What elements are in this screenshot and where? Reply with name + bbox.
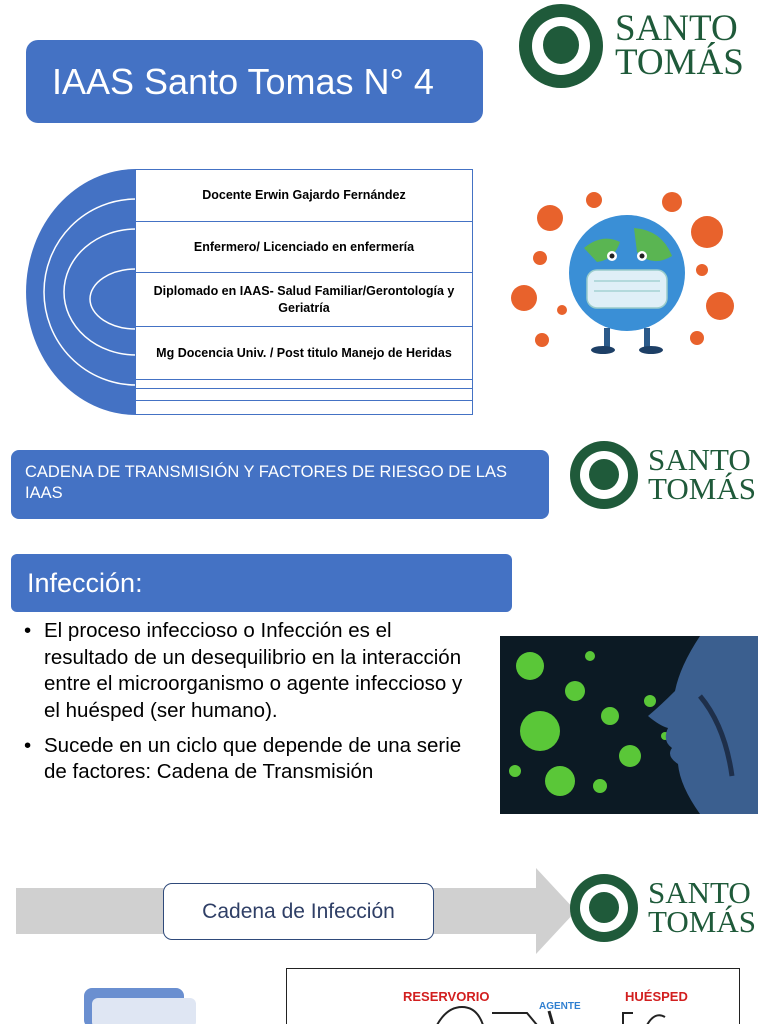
section-header: CADENA DE TRANSMISIÓN Y FACTORES DE RIESGO DE LAS IAAS <box>11 450 549 519</box>
santo-tomas-seal-icon <box>519 4 603 88</box>
agente-label: AGENTE <box>539 1001 581 1012</box>
logo-word-tomas: TOMÁS <box>615 42 744 83</box>
credentials-arc-graphic <box>26 169 136 415</box>
credential-item: Docente Erwin Gajardo Fernández <box>136 170 472 222</box>
infeccion-heading-text: Infección: <box>27 567 143 598</box>
cadena-infeccion-text: Cadena de Infección <box>202 899 395 923</box>
santo-tomas-logo <box>519 4 744 88</box>
credential-item <box>136 380 472 389</box>
credential-item: Diplomado en IAAS- Salud Familiar/Gerontología y Geriatría <box>136 273 472 327</box>
credential-item: Mg Docencia Univ. / Post titulo Manejo de Heridas <box>136 327 472 380</box>
santo-tomas-logo <box>570 874 756 942</box>
cadena-infeccion-label <box>163 883 434 940</box>
huesped-label: HUÉSPED <box>625 989 688 1004</box>
sneeze-virus-illustration <box>500 636 758 814</box>
credentials-list <box>135 169 473 415</box>
santo-tomas-logo <box>570 441 756 509</box>
card-stack-graphic <box>84 988 196 1024</box>
page-title: IAAS Santo Tomas N° 4 <box>52 60 434 102</box>
logo-word-santo: SANTO <box>648 875 751 911</box>
santo-tomas-seal-icon <box>570 874 638 942</box>
credential-item: Enfermero/ Licenciado en enfermería <box>136 222 472 273</box>
reservorio-label: RESERVORIO <box>403 989 490 1004</box>
globe-mask-illustration <box>502 178 752 368</box>
logo-word-tomas: TOMÁS <box>648 904 756 939</box>
logo-word-tomas: TOMÁS <box>648 471 756 506</box>
bullet-item: • Sucede en un ciclo que depende de una serie de factores: Cadena de Transmisión <box>24 733 474 786</box>
credential-item <box>136 401 472 414</box>
title-banner <box>26 40 483 123</box>
logo-word-santo: SANTO <box>648 442 751 478</box>
infeccion-bullet-list <box>24 618 474 794</box>
chain-of-infection-diagram <box>286 968 740 1024</box>
infeccion-heading <box>11 554 512 612</box>
santo-tomas-seal-icon <box>570 441 638 509</box>
logo-word-santo: SANTO <box>615 7 738 49</box>
credential-item <box>136 389 472 401</box>
bullet-item: • El proceso infeccioso o Infección es el resultado de un desequilibrio en la interacción entre el microorganismo o agente infeccioso y el huésped (ser humano). <box>24 618 474 725</box>
